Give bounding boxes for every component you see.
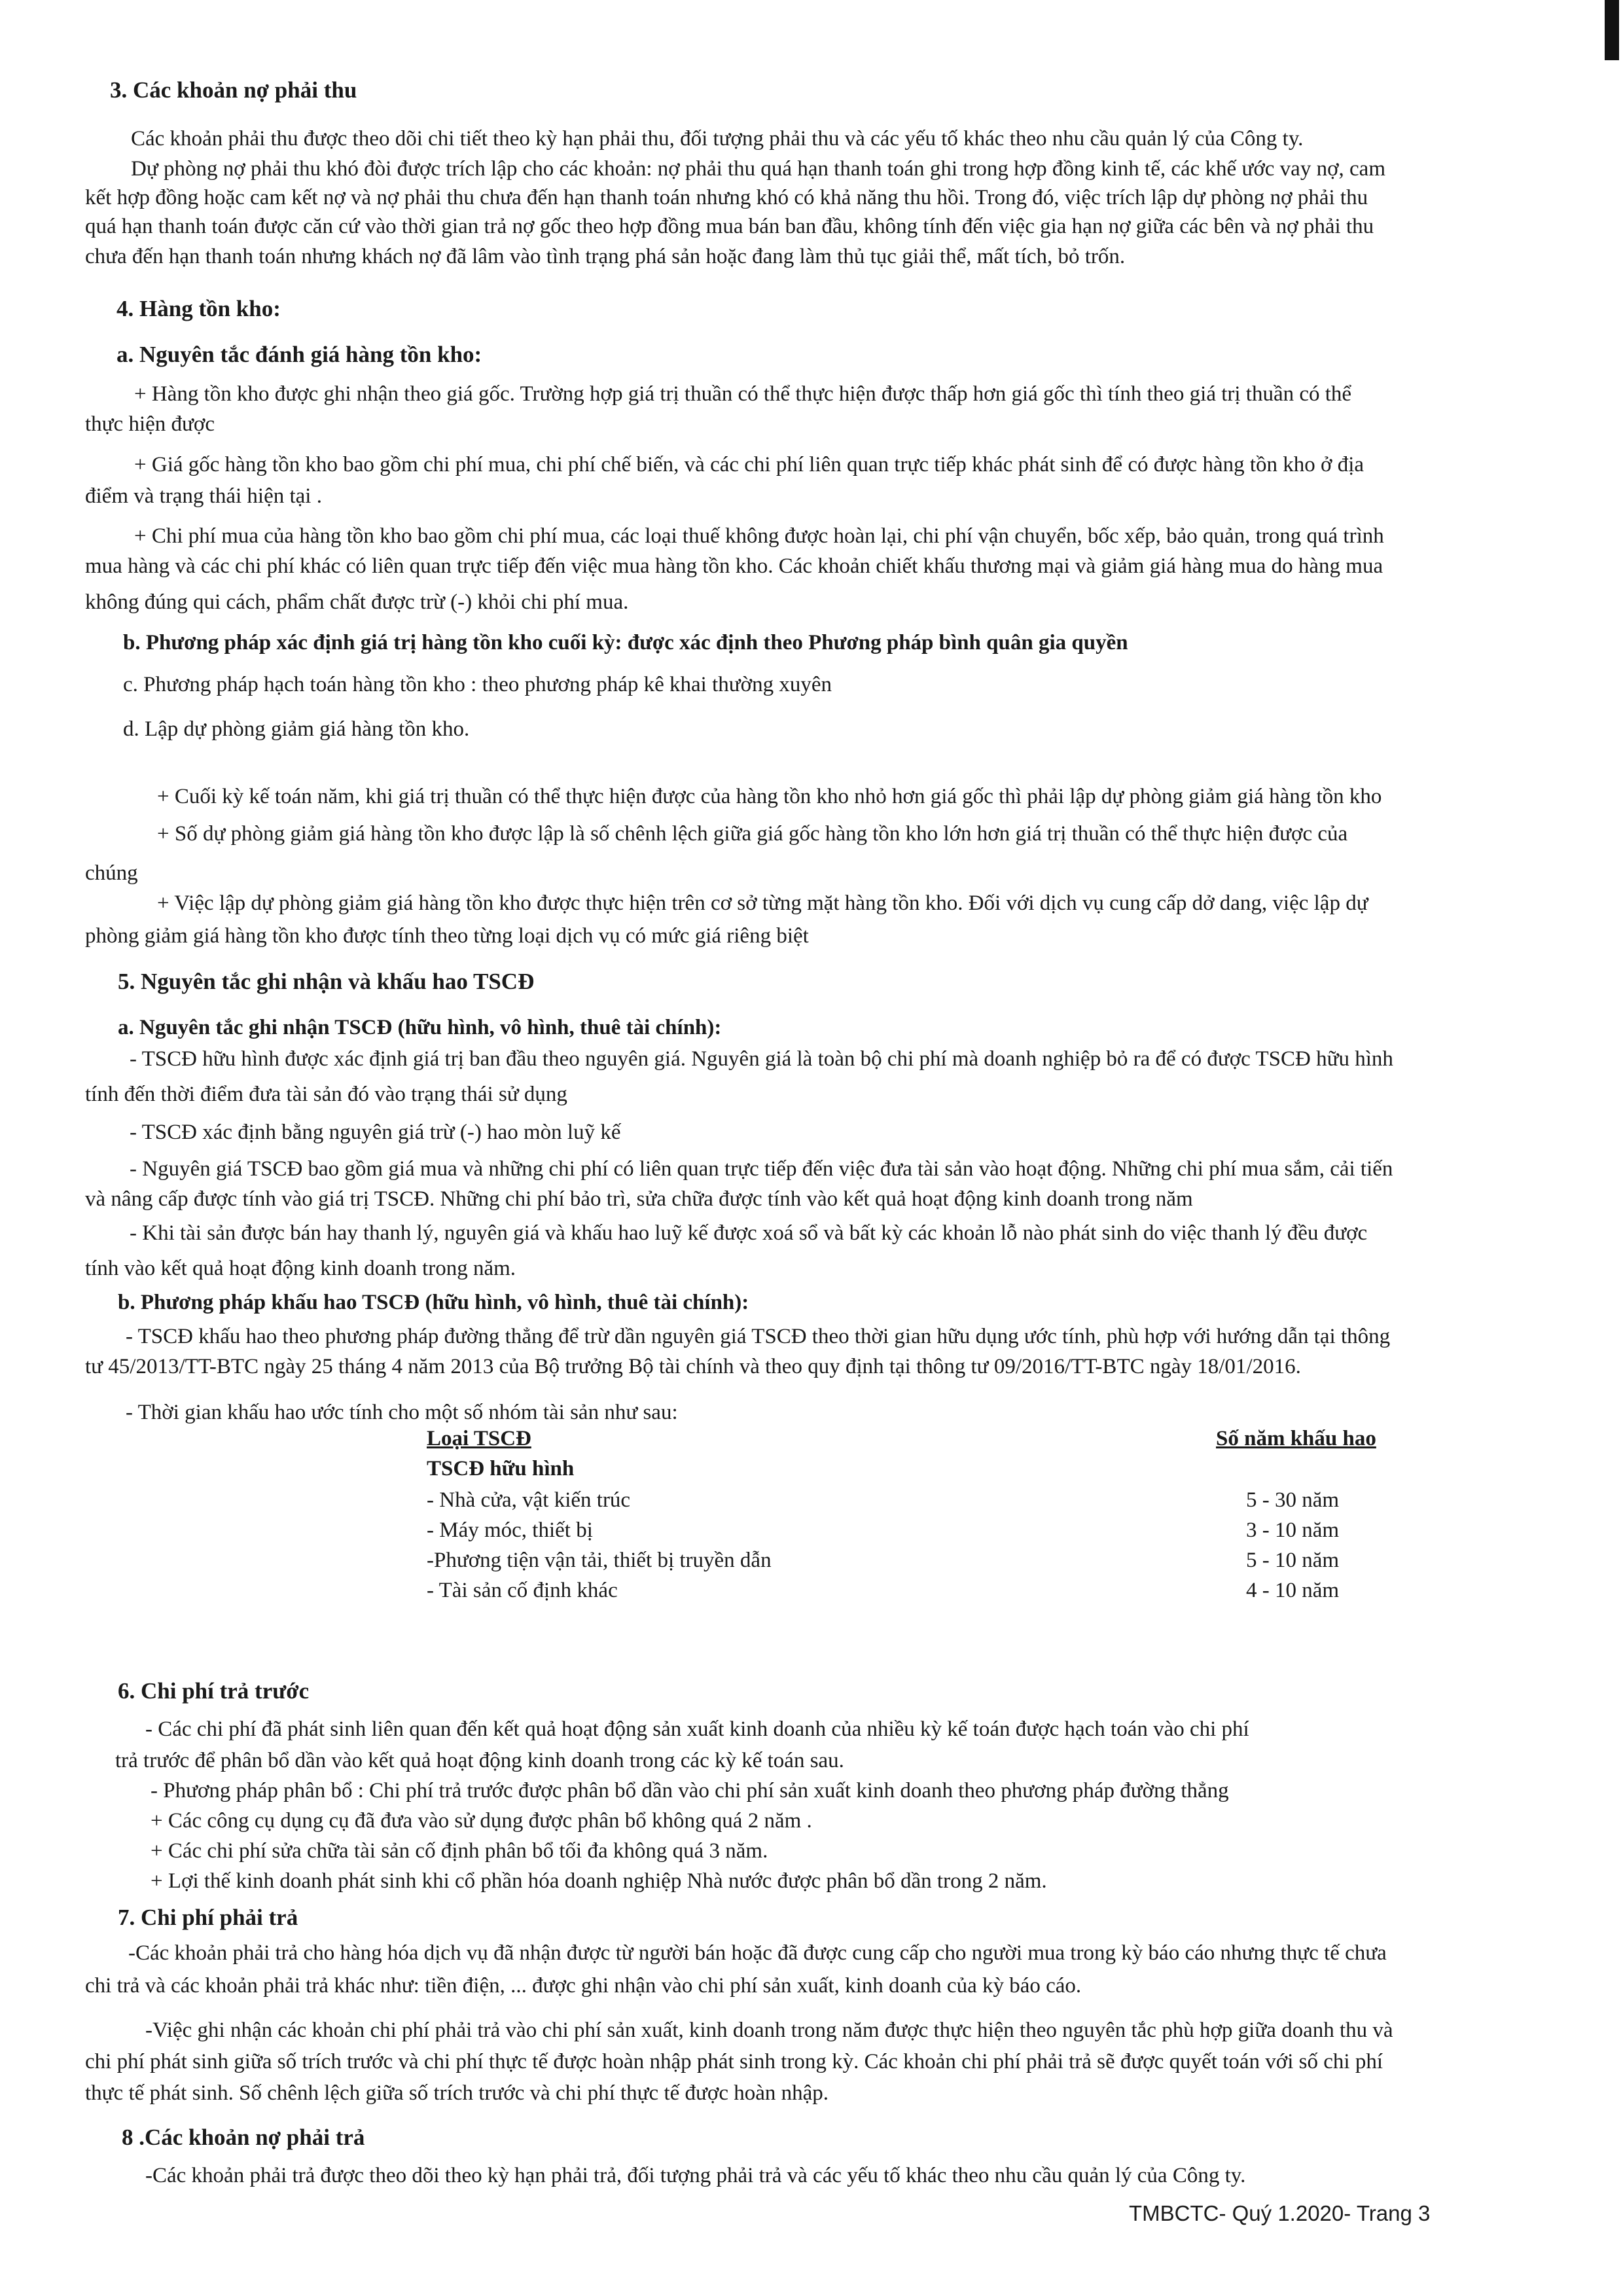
paragraph-line: - TSCĐ khấu hao theo phương pháp đường thẳng để trừ dần nguyên giá TSCĐ theo thời gian hữu dụng ước tính, phù hợp với hướng dẫn tại thông (126, 1325, 1391, 1348)
table-row-name: -Phương tiện vận tải, thiết bị truyền dẫn (427, 1549, 772, 1572)
table-header-asset-type: Loại TSCĐ (427, 1427, 531, 1450)
paragraph-line: điểm và trạng thái hiện tại . (85, 484, 322, 508)
section-5a-title: a. Nguyên tắc ghi nhận TSCĐ (hữu hình, vô hình, thuê tài chính): (118, 1016, 722, 1039)
paragraph-line: + Các chi phí sửa chữa tài sản cố định phân bổ tối đa không quá 3 năm. (151, 1839, 768, 1863)
table-row-years: 4 - 10 năm (1245, 1579, 1340, 1602)
paragraph-line: + Số dự phòng giảm giá hàng tồn kho được lập là số chênh lệch giữa giá gốc hàng tồn kho lớn hơn giá trị thuần có thể thực hiện được của (157, 822, 1348, 846)
section-5-title: 5. Nguyên tắc ghi nhận và khấu hao TSCĐ (118, 969, 535, 994)
section-6-title: 6. Chi phí trả trước (118, 1678, 310, 1704)
table-row-years: 3 - 10 năm (1245, 1518, 1340, 1542)
paragraph-line: kết hợp đồng hoặc cam kết nợ và nợ phải thu chưa đến hạn thanh toán nhưng khó có khả năng thu hồi. Trong đó, việc trích lập dự phòng nợ phải thu (85, 186, 1368, 209)
scan-edge-mark (1605, 0, 1619, 60)
table-header-years: Số năm khấu hao (1216, 1427, 1376, 1450)
paragraph-line: chi trả và các khoản phải trả khác như: tiền điện, ... được ghi nhận vào chi phí sản xuất, kinh doanh của kỳ báo cáo. (85, 1974, 1082, 1998)
section-5b-title: b. Phương pháp khấu hao TSCĐ (hữu hình, vô hình, thuê tài chính): (118, 1291, 749, 1314)
paragraph-line: + Cuối kỳ kế toán năm, khi giá trị thuần có thể thực hiện được của hàng tồn kho nhỏ hơn giá gốc thì phải lập dự phòng giảm giá hàng tồn kho (157, 785, 1382, 808)
paragraph-line: - Khi tài sản được bán hay thanh lý, nguyên giá và khấu hao luỹ kế được xoá sổ và bất kỳ các khoản lỗ nào phát sinh do việc thanh lý đều được (130, 1221, 1368, 1245)
paragraph-line: -Việc ghi nhận các khoản chi phí phải trả vào chi phí sản xuất, kinh doanh trong năm được thực hiện theo nguyên tắc phù hợp giữa doanh thu và (145, 2018, 1393, 2042)
paragraph-line: tính vào kết quả hoạt động kinh doanh trong năm. (85, 1257, 516, 1280)
section-4c-line: c. Phương pháp hạch toán hàng tồn kho : theo phương pháp kê khai thường xuyên (123, 673, 832, 696)
paragraph-line: trả trước để phân bổ dần vào kết quả hoạt động kinh doanh trong các kỳ kế toán sau. (115, 1749, 844, 1772)
section-4-title: 4. Hàng tồn kho: (116, 296, 281, 321)
paragraph-line: + Lợi thế kinh doanh phát sinh khi cổ phần hóa doanh nghiệp Nhà nước được phân bổ dần trong 2 năm. (151, 1869, 1047, 1893)
table-row-years: 5 - 30 năm (1245, 1488, 1340, 1512)
section-4a-title: a. Nguyên tắc đánh giá hàng tồn kho: (116, 342, 482, 367)
paragraph-line: chúng (85, 861, 138, 885)
paragraph-line: + Hàng tồn kho được ghi nhận theo giá gốc. Trường hợp giá trị thuần có thể thực hiện được thấp hơn giá gốc thì tính theo giá trị thuần có thể (134, 382, 1352, 406)
paragraph-line: chưa đến hạn thanh toán nhưng khách nợ đã lâm vào tình trạng phá sản hoặc đang làm thủ tục giải thể, mất tích, bỏ trốn. (85, 245, 1126, 268)
paragraph-line: - TSCĐ xác định bằng nguyên giá trừ (-) hao mòn luỹ kế (130, 1121, 621, 1144)
table-row-name: - Máy móc, thiết bị (427, 1518, 593, 1542)
paragraph-line: -Các khoản phải trả được theo dõi theo kỳ hạn phải trả, đối tượng phải trả và các yếu tố khác theo nhu cầu quản lý của Công ty. (145, 2164, 1246, 2187)
paragraph-line: - Thời gian khấu hao ước tính cho một số nhóm tài sản như sau: (126, 1401, 678, 1424)
paragraph-line: + Chi phí mua của hàng tồn kho bao gồm chi phí mua, các loại thuế không được hoàn lại, chi phí vận chuyển, bốc xếp, bảo quản, trong quá trình (134, 524, 1384, 548)
paragraph-line: tính đến thời điểm đưa tài sản đó vào trạng thái sử dụng (85, 1083, 567, 1106)
paragraph-line: không đúng qui cách, phẩm chất được trừ (-) khỏi chi phí mua. (85, 590, 629, 614)
section-4b-title: b. Phương pháp xác định giá trị hàng tồn kho cuối kỳ: được xác định theo Phương pháp bình quân gia quyền (123, 631, 1128, 655)
paragraph-line: chi phí phát sinh giữa số trích trước và chi phí thực tế được hoàn nhập phát sinh trong kỳ. Các khoản chi phí phải trả sẽ được quyết toán với số chi phí (85, 2050, 1383, 2073)
paragraph-line: thực tế phát sinh. Số chênh lệch giữa số trích trước và chi phí thực tế được hoàn nhập. (85, 2081, 829, 2105)
paragraph-line: thực hiện được (85, 412, 215, 436)
section-8-title: 8 .Các khoản nợ phải trả (122, 2125, 365, 2150)
paragraph-line: -Các khoản phải trả cho hàng hóa dịch vụ đã nhận được từ người bán hoặc đã được cung cấp cho người mua trong kỳ báo cáo nhưng thực tế chưa (128, 1941, 1387, 1965)
paragraph-line: quá hạn thanh toán được căn cứ vào thời gian trả nợ gốc theo hợp đồng mua bán ban đầu, không tính đến việc gia hạn nợ giữa các bên và nợ phải thu (85, 215, 1374, 238)
paragraph-line: + Việc lập dự phòng giảm giá hàng tồn kho được thực hiện trên cơ sở từng mặt hàng tồn kho. Đối với dịch vụ cung cấp dở dang, việc lập dự (157, 891, 1368, 915)
paragraph-line: + Các công cụ dụng cụ đã đưa vào sử dụng được phân bổ không quá 2 năm . (151, 1809, 812, 1833)
paragraph-line: Các khoản phải thu được theo dõi chi tiết theo kỳ hạn phải thu, đối tượng phải thu và các yếu tố khác theo nhu cầu quản lý của Công ty. (131, 127, 1304, 151)
table-row-years: 5 - 10 năm (1245, 1549, 1340, 1572)
paragraph-line: mua hàng và các chi phí khác có liên quan trực tiếp đến việc mua hàng tồn kho. Các khoản chiết khấu thương mại và giảm giá hàng mua do hàng mua (85, 554, 1383, 578)
table-row-name: - Tài sản cố định khác (427, 1579, 618, 1602)
section-3-title: 3. Các khoản nợ phải thu (110, 77, 357, 103)
section-4d-line: d. Lập dự phòng giảm giá hàng tồn kho. (123, 717, 470, 741)
paragraph-line: + Giá gốc hàng tồn kho bao gồm chi phí mua, chi phí chế biến, và các chi phí liên quan trực tiếp khác phát sinh để có được hàng tồn kho ở địa (134, 453, 1364, 476)
paragraph-line: Dự phòng nợ phải thu khó đòi được trích lập cho các khoản: nợ phải thu quá hạn thanh toán ghi trong hợp đồng kinh tế, các khế ước vay nợ, cam (131, 157, 1385, 181)
paragraph-line: - Phương pháp phân bổ : Chi phí trả trước được phân bổ dần vào chi phí sản xuất kinh doanh theo phương pháp đường thẳng (151, 1779, 1229, 1803)
table-group-label: TSCĐ hữu hình (427, 1457, 575, 1480)
paragraph-line: - Các chi phí đã phát sinh liên quan đến kết quả hoạt động sản xuất kinh doanh của nhiều kỳ kế toán được hạch toán vào chi phí (145, 1717, 1249, 1741)
section-7-title: 7. Chi phí phải trả (118, 1905, 298, 1930)
paragraph-line: tư 45/2013/TT-BTC ngày 25 tháng 4 năm 2013 của Bộ trưởng Bộ tài chính và theo quy định tại thông tư 09/2016/TT-BTC ngày 18/01/2016. (85, 1355, 1301, 1378)
paragraph-line: và nâng cấp được tính vào giá trị TSCĐ. Những chi phí bảo trì, sửa chữa được tính vào kết quả hoạt động kinh doanh trong năm (85, 1187, 1193, 1211)
paragraph-line: - TSCĐ hữu hình được xác định giá trị ban đầu theo nguyên giá. Nguyên giá là toàn bộ chi phí mà doanh nghiệp bỏ ra để có được TSCĐ hữu hình (130, 1047, 1393, 1071)
table-row-name: - Nhà cửa, vật kiến trúc (427, 1488, 631, 1512)
paragraph-line: phòng giảm giá hàng tồn kho được tính theo từng loại dịch vụ có mức giá riêng biệt (85, 924, 809, 948)
page-footer: TMBCTC- Quý 1.2020- Trang 3 (1129, 2201, 1431, 2225)
paragraph-line: - Nguyên giá TSCĐ bao gồm giá mua và những chi phí có liên quan trực tiếp đến việc đưa tài sản vào hoạt động. Những chi phí mua sắm, cải tiến (130, 1157, 1393, 1181)
